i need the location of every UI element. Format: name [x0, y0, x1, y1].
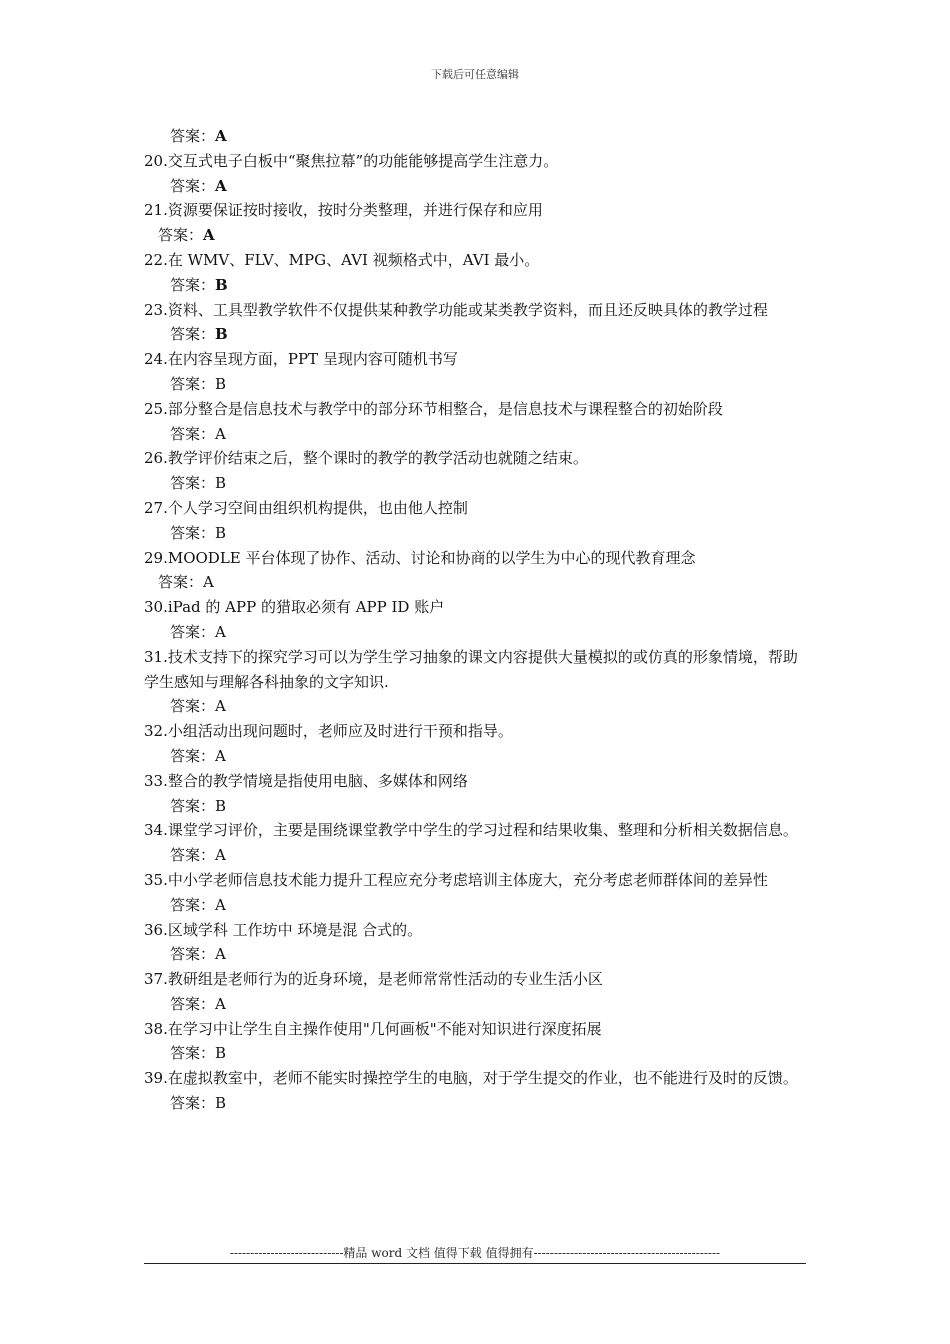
answer-label: 答案：: [170, 325, 216, 344]
answer-line: [144, 223, 806, 248]
answer-line: [144, 471, 806, 496]
answer-line: [144, 372, 806, 397]
question-text: 24.在内容呈现方面，PPT 呈现内容可随机书写: [144, 350, 458, 369]
answer-value: A: [203, 226, 215, 245]
answer-value: B: [215, 1094, 227, 1113]
answer-value: A: [215, 994, 226, 1013]
answer-value: B: [215, 796, 227, 815]
answer-line: [144, 322, 806, 347]
answer-line: [144, 794, 806, 819]
question-text: 38.在学习中让学生自主操作使用"几何画板"不能对知识进行深度拓展: [144, 1019, 602, 1038]
answer-label: 答案：: [158, 226, 204, 245]
answer-value: B: [215, 374, 227, 393]
answer-value: B: [215, 1044, 227, 1063]
question-text: 37.教研组是老师行为的近身环境，是老师常常性活动的专业生活小区: [144, 970, 603, 989]
question-text: 22.在 WMV、FLV、MPG、AVI 视频格式中，AVI 最小。: [144, 250, 540, 269]
question-text: 34.课堂学习评价，主要是围绕课堂教学中学生的学习过程和结果收集、整理和分析相关数据信息。: [144, 821, 798, 840]
answer-line: [144, 942, 806, 967]
answer-line: [144, 521, 806, 546]
answer-line: [144, 620, 806, 645]
answer-label: 答案：: [170, 523, 216, 542]
answer-line: [144, 570, 806, 595]
answer-line: [144, 124, 806, 149]
answer-value: A: [215, 176, 227, 195]
answer-label: 答案：: [158, 573, 204, 592]
answer-line: [144, 422, 806, 447]
question-text: 21.资源要保证按时接收，按时分类整理，并进行保存和应用: [144, 201, 543, 220]
question-text: 31.技术支持下的探究学习可以为学生学习抽象的课文内容提供大量模拟的或仿真的形象情境，帮助学生感知与理解各科抽象的文字知识.: [144, 647, 798, 691]
answer-line: [144, 273, 806, 298]
answer-value: B: [215, 275, 228, 294]
answer-value: B: [215, 523, 227, 542]
answer-line: [144, 744, 806, 769]
answer-value: A: [215, 945, 226, 964]
answer-label: 答案：: [170, 127, 216, 145]
answer-value: A: [215, 846, 226, 865]
question-text: 35.中小学老师信息技术能力提升工程应充分考虑培训主体庞大，充分考虑老师群体间的差异性: [144, 870, 768, 889]
answer-value: B: [215, 325, 228, 344]
footer-rule: [144, 1263, 806, 1264]
question-text: 20.交互式电子白板中“聚焦拉幕”的功能能够提高学生注意力。: [144, 151, 559, 170]
question-text: 33.整合的教学情境是指使用电脑、多媒体和网络: [144, 771, 468, 790]
question-text: 27.个人学习空间由组织机构提供，也由他人控制: [144, 498, 468, 517]
answer-value: A: [215, 746, 226, 765]
question-text: 30.iPad 的 APP 的猎取必须有 APP ID 账户: [144, 598, 445, 617]
answer-label: 答案：: [170, 1094, 216, 1113]
question-text: 36.区域学科 工作坊中 环境是混 合式的。: [144, 920, 423, 939]
answer-line: [144, 992, 806, 1017]
question-text: 39.在虚拟教室中，老师不能实时操控学生的电脑，对于学生提交的作业，也不能进行及时的反馈。: [144, 1069, 798, 1088]
answer-line: [144, 1091, 806, 1116]
answer-value: A: [215, 697, 226, 716]
answer-line: [144, 843, 806, 868]
answer-label: 答案：: [170, 622, 216, 641]
page-footer: ----------------------------精品 word 文档 值得下载 值得拥有----------------------------------------------: [229, 1246, 721, 1260]
answer-label: 答案：: [170, 176, 216, 195]
answer-value: A: [215, 895, 226, 914]
answer-value: A: [215, 127, 227, 145]
answer-label: 答案：: [170, 424, 216, 443]
answer-line: [144, 893, 806, 918]
answer-line: [144, 174, 806, 199]
answer-label: 答案：: [170, 474, 216, 493]
answer-value: A: [215, 424, 226, 443]
answer-label: 答案：: [170, 895, 216, 914]
answer-label: 答案：: [170, 945, 216, 964]
answer-label: 答案：: [170, 374, 216, 393]
answer-label: 答案：: [170, 275, 216, 294]
question-text: 32.小组活动出现问题时，老师应及时进行干预和指导。: [144, 722, 513, 741]
answer-label: 答案：: [170, 994, 216, 1013]
answer-label: 答案：: [170, 846, 216, 865]
question-text: 26.教学评价结束之后，整个课时的教学的教学活动也就随之结束。: [144, 449, 588, 468]
answer-line: [144, 1041, 806, 1066]
answer-label: 答案：: [170, 796, 216, 815]
answer-value: A: [215, 622, 226, 641]
page-header: 下载后可任意编辑: [431, 68, 519, 81]
answer-label: 答案：: [170, 1044, 216, 1063]
document-body: [144, 124, 806, 1116]
question-text: 25.部分整合是信息技术与教学中的部分环节相整合，是信息技术与课程整合的初始阶段: [144, 399, 723, 418]
question-text: 29.MOODLE 平台体现了协作、活动、讨论和协商的以学生为中心的现代教育理念: [144, 548, 696, 567]
answer-label: 答案：: [170, 697, 216, 716]
answer-label: 答案：: [170, 746, 216, 765]
question-text: 23.资料、工具型教学软件不仅提供某种教学功能或某类教学资料，而且还反映具体的教学过程: [144, 300, 768, 319]
answer-line: [144, 694, 806, 719]
answer-value: B: [215, 474, 227, 493]
answer-value: A: [203, 573, 214, 592]
